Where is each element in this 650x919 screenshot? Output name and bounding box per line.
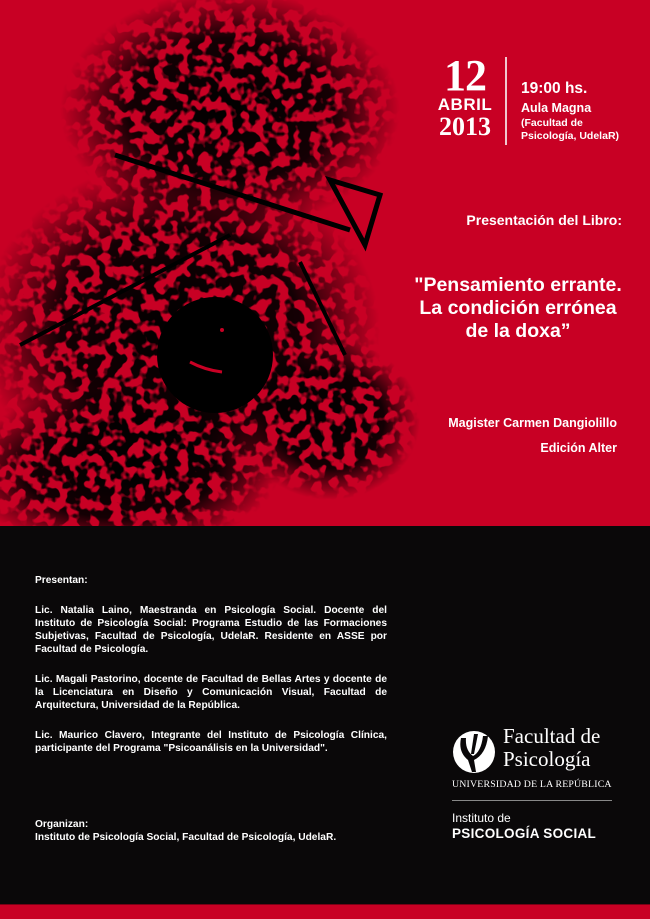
book-title	[386, 274, 650, 343]
date-divider	[505, 57, 507, 145]
faculty-name-line2: Psicología	[503, 747, 591, 771]
event-year: 2013	[439, 112, 491, 141]
presenter-item: Lic. Magali Pastorino, docente de Facultad de Bellas Artes y docente de la Licenciatura en Diseño y Comunicación Visual, Facultad de Arquitectura, Universidad de la República.	[35, 674, 387, 711]
book-presentation-heading: Presentación del Libro:	[466, 212, 622, 228]
organizers-heading: Organizan:	[35, 819, 89, 830]
presenters-heading: Presentan:	[35, 575, 88, 586]
book-author: Magister Carmen Dangiolillo	[448, 416, 617, 430]
event-time: 19:00 hs.	[521, 80, 588, 97]
faculty-name-line1: Facultad de	[503, 724, 601, 748]
book-title-line1: "Pensamiento errante.	[414, 274, 622, 296]
venue-detail-line2: Psicología, UdelaR)	[521, 130, 620, 142]
organizers-text: Instituto de Psicología Social, Facultad de Psicología, UdelaR.	[35, 832, 337, 843]
event-month: ABRIL	[437, 95, 493, 114]
institute-label: Instituto de	[452, 811, 511, 825]
event-time-venue	[521, 79, 619, 143]
abstract-artwork	[0, 0, 430, 526]
footer-red-strip	[0, 904, 650, 919]
event-day: 12	[444, 51, 486, 100]
event-date	[432, 51, 498, 141]
event-venue: Aula Magna	[521, 101, 592, 115]
book-title-line2: La condición errónea	[419, 297, 617, 319]
institute-name: PSICOLOGÍA SOCIAL	[452, 826, 597, 841]
book-edition: Edición Alter	[540, 441, 617, 455]
psi-icon	[452, 730, 496, 774]
venue-detail-line1: (Facultad de	[521, 117, 583, 129]
book-title-line3: de la doxa”	[465, 320, 571, 342]
faculty-name	[503, 725, 600, 771]
university-name: UNIVERSIDAD DE LA REPÚBLICA	[452, 779, 612, 790]
logo-divider	[452, 800, 612, 801]
presenter-item: Lic. Maurico Clavero, Integrante del Instituto de Psicología Clínica, participante del Programa "Psicoanálisis en la Universidad".	[35, 730, 387, 754]
presenter-item: Lic. Natalia Laino, Maestranda en Psicología Social. Docente del Instituto de Psicología Social: Programa Estudio de las Formaciones Subjetivas, Facultad de Psicología, UdelaR. Residente en ASSE por Facultad de Psicología.	[35, 605, 387, 655]
